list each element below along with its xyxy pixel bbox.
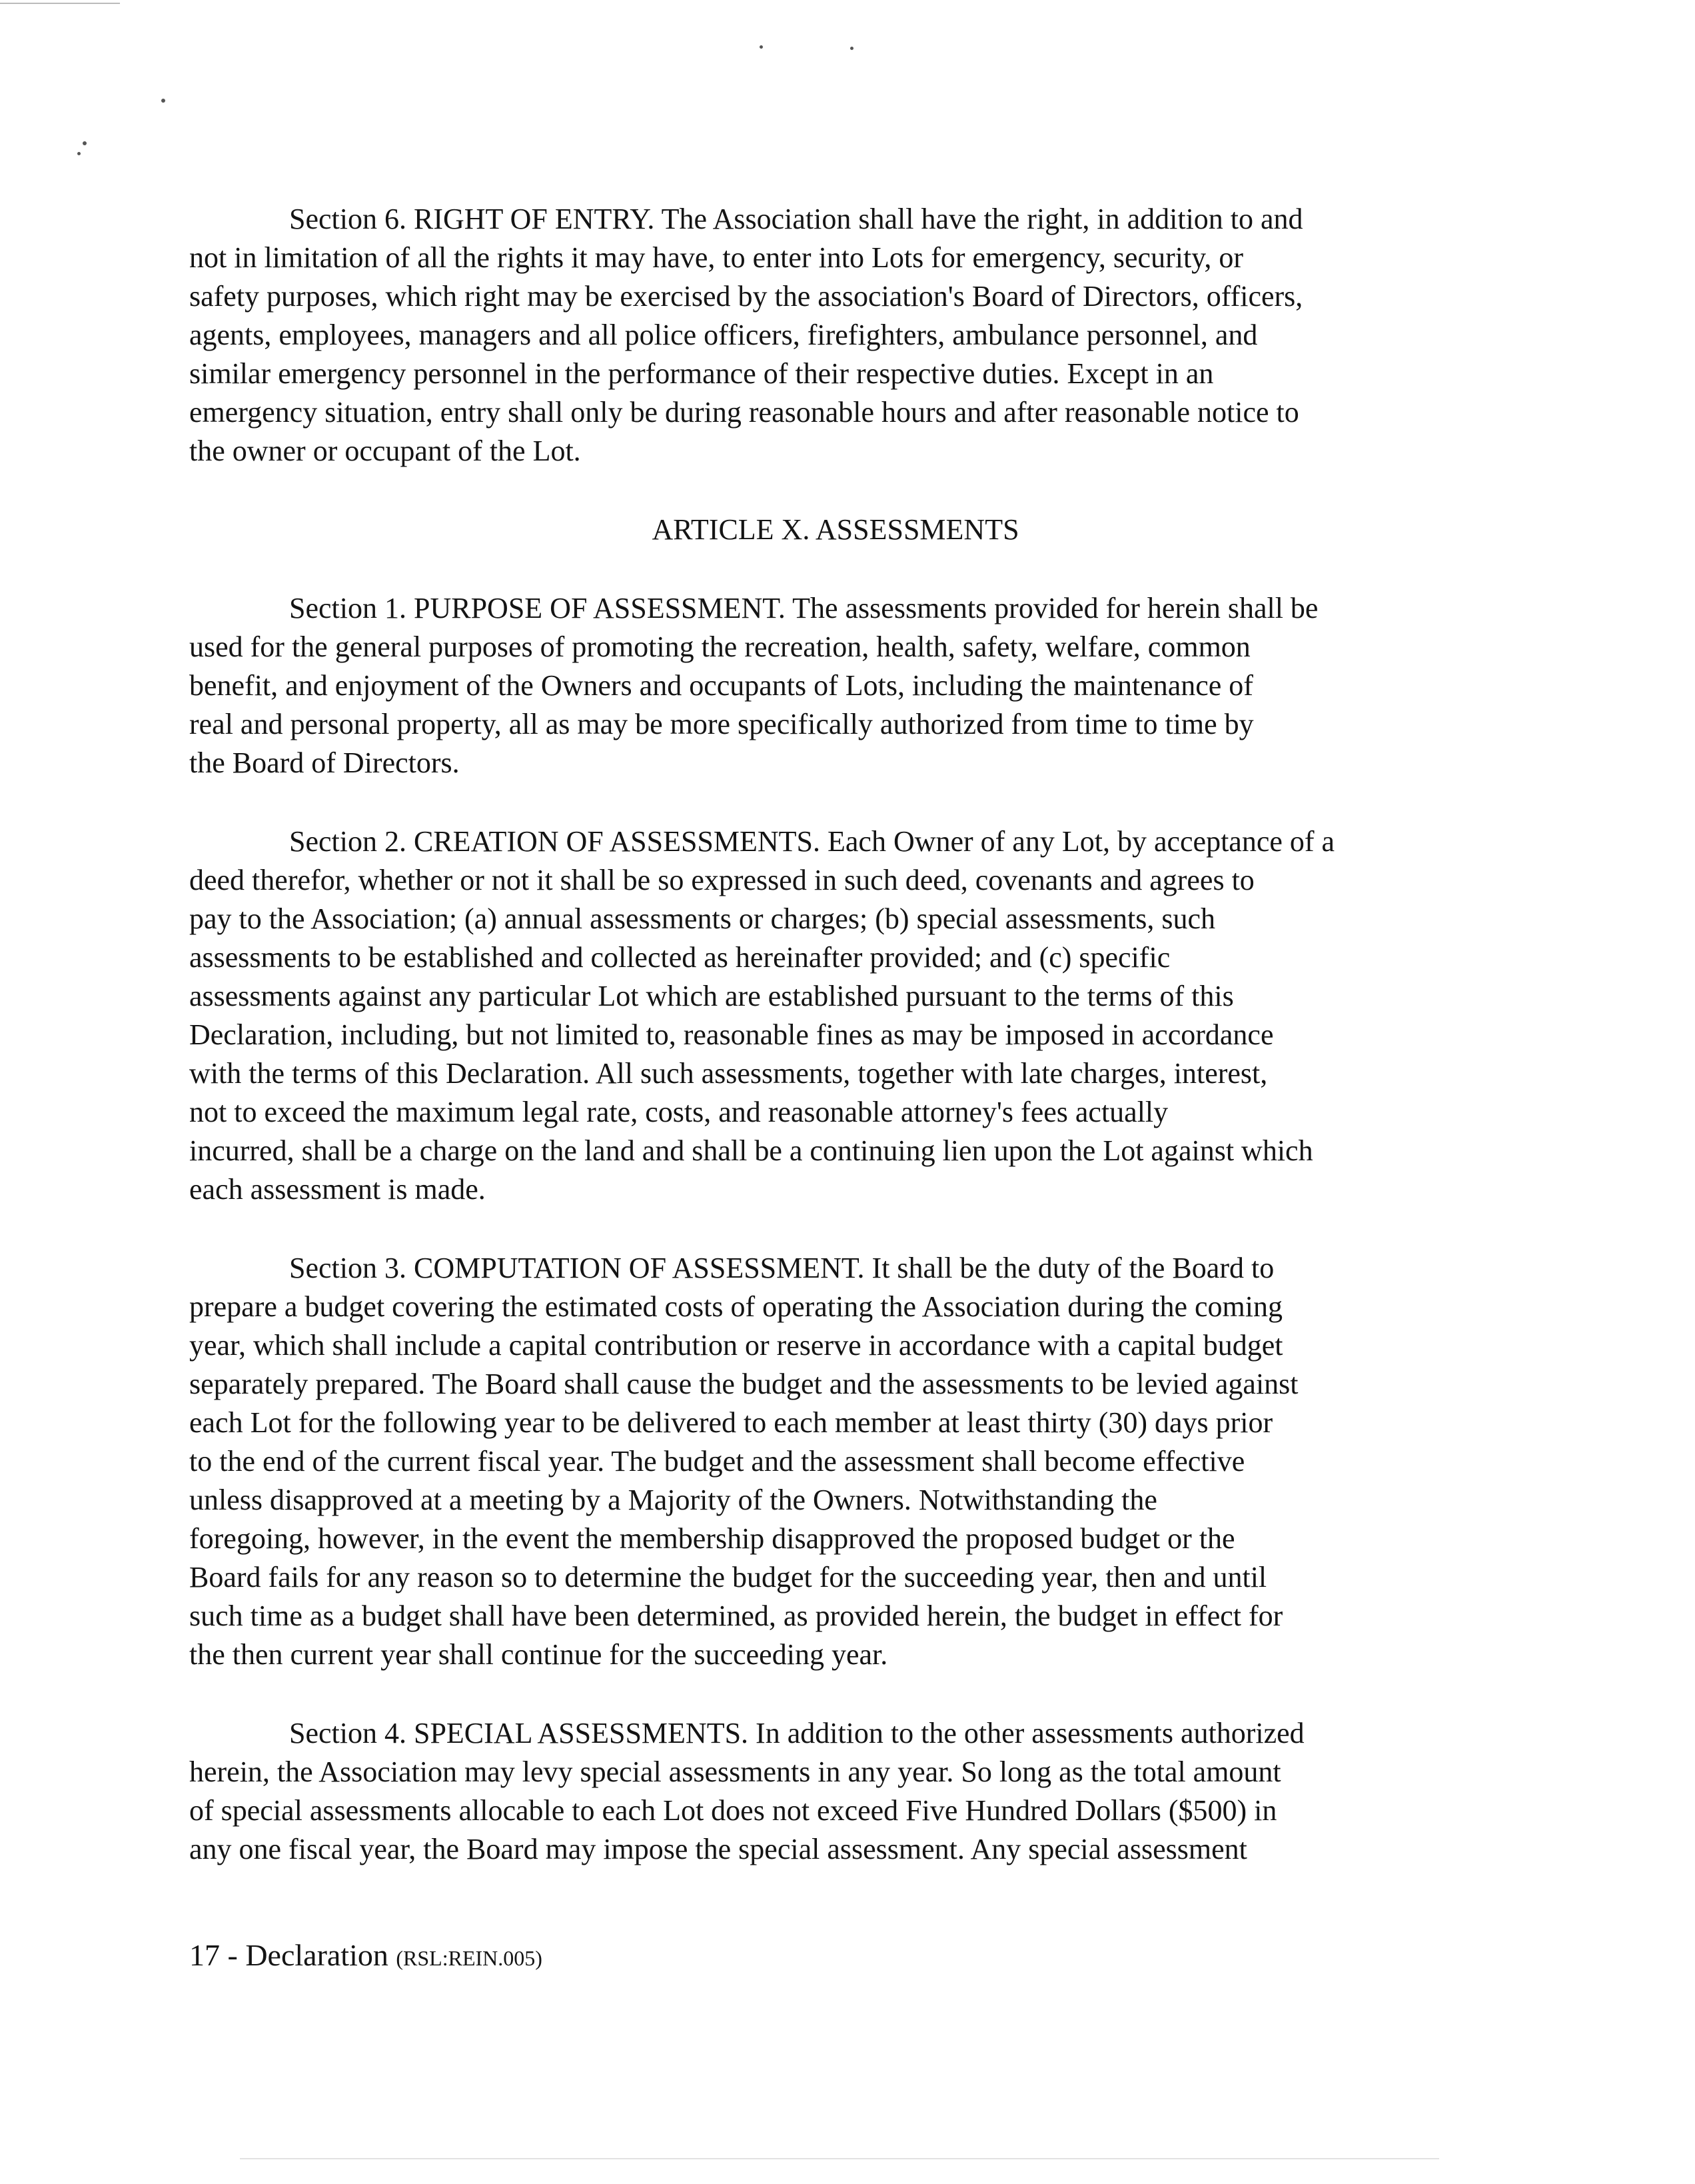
text-line: pay to the Association; (a) annual assessments or charges; (b) special assessments, such bbox=[189, 902, 1216, 935]
text-line: such time as a budget shall have been determined, as provided herein, the budget in effect for bbox=[189, 1600, 1283, 1632]
text-line: each assessment is made. bbox=[189, 1173, 486, 1206]
text-line: not to exceed the maximum legal rate, costs, and reasonable attorney's fees actually bbox=[189, 1096, 1169, 1128]
text-line: assessments against any particular Lot which are established pursuant to the terms of this bbox=[189, 980, 1234, 1012]
text-line: with the terms of this Declaration. All such assessments, together with late charges, interest, bbox=[189, 1057, 1268, 1090]
text-line: deed therefor, whether or not it shall be so expressed in such deed, covenants and agrees to bbox=[189, 864, 1255, 896]
text-line: incurred, shall be a charge on the land and shall be a continuing lien upon the Lot against which bbox=[189, 1134, 1313, 1167]
text-line: Declaration, including, but not limited to, reasonable fines as may be imposed in accordance bbox=[189, 1018, 1274, 1051]
text-line: unless disapproved at a meeting by a Majority of the Owners. Notwithstanding the bbox=[189, 1484, 1157, 1516]
text-line: assessments to be established and collected as hereinafter provided; and (c) specific bbox=[189, 941, 1171, 974]
footer-code: (RSL:REIN.005) bbox=[396, 1946, 542, 1970]
section-4-special bbox=[189, 1714, 1495, 1869]
text-line: real and personal property, all as may be more specifically authorized from time to time by bbox=[189, 708, 1254, 740]
text-line: herein, the Association may levy special assessments in any year. So long as the total amount bbox=[189, 1755, 1281, 1788]
section-6-right-of-entry bbox=[189, 200, 1495, 471]
text-line: agents, employees, managers and all police officers, firefighters, ambulance personnel, and bbox=[189, 319, 1258, 351]
section-1-purpose bbox=[189, 589, 1495, 782]
text-line: emergency situation, entry shall only be during reasonable hours and after reasonable notice to bbox=[189, 396, 1299, 429]
text-line: of special assessments allocable to each Lot does not exceed Five Hundred Dollars ($500) in bbox=[189, 1794, 1277, 1827]
text-line: to the end of the current fiscal year. The budget and the assessment shall become effective bbox=[189, 1445, 1245, 1478]
text-line: not in limitation of all the rights it may have, to enter into Lots for emergency, security, or bbox=[189, 241, 1243, 274]
text-line: foregoing, however, in the event the membership disapproved the proposed budget or the bbox=[189, 1522, 1235, 1555]
text-line: used for the general purposes of promoting the recreation, health, safety, welfare, common bbox=[189, 630, 1251, 663]
page-footer bbox=[189, 1936, 542, 1977]
text-line: Board fails for any reason so to determine the budget for the succeeding year, then and until bbox=[189, 1561, 1267, 1594]
scan-speck bbox=[77, 152, 81, 155]
text-line: the Board of Directors. bbox=[189, 746, 460, 779]
text-line: Section 4. SPECIAL ASSESSMENTS. In addition to the other assessments authorized bbox=[289, 1717, 1305, 1749]
text-line: benefit, and enjoyment of the Owners and occupants of Lots, including the maintenance of bbox=[189, 669, 1253, 702]
article-heading: ARTICLE X. ASSESSMENTS bbox=[652, 513, 1019, 546]
text-line: separately prepared. The Board shall cause the budget and the assessments to be levied against bbox=[189, 1368, 1299, 1400]
text-line: Section 1. PURPOSE OF ASSESSMENT. The assessments provided for herein shall be bbox=[289, 592, 1319, 624]
text-line: safety purposes, which right may be exercised by the association's Board of Directors, officers, bbox=[189, 280, 1303, 313]
text-line: the then current year shall continue for the succeeding year. bbox=[189, 1638, 888, 1671]
text-line: any one fiscal year, the Board may impose the special assessment. Any special assessment bbox=[189, 1833, 1247, 1865]
footer-label: 17 - Declaration bbox=[189, 1938, 388, 1972]
document-body bbox=[189, 200, 1495, 1909]
section-2-creation bbox=[189, 822, 1495, 1209]
text-line: the owner or occupant of the Lot. bbox=[189, 435, 581, 467]
text-line: Section 6. RIGHT OF ENTRY. The Association shall have the right, in addition to and bbox=[289, 203, 1303, 235]
text-line: year, which shall include a capital contribution or reserve in accordance with a capital budget bbox=[189, 1329, 1283, 1362]
text-line: Section 2. CREATION OF ASSESSMENTS. Each Owner of any Lot, by acceptance of a bbox=[289, 825, 1335, 858]
text-line: prepare a budget covering the estimated costs of operating the Association during the coming bbox=[189, 1290, 1283, 1323]
text-line: each Lot for the following year to be delivered to each member at least thirty (30) days prior bbox=[189, 1406, 1273, 1439]
text-line: Section 3. COMPUTATION OF ASSESSMENT. It shall be the duty of the Board to bbox=[289, 1252, 1275, 1284]
scan-speck bbox=[83, 141, 87, 145]
scan-artifact-top bbox=[0, 3, 120, 4]
scan-speck bbox=[161, 99, 165, 103]
text-line: similar emergency personnel in the performance of their respective duties. Except in an bbox=[189, 357, 1214, 390]
scan-speck bbox=[760, 45, 763, 49]
scan-speck bbox=[850, 47, 853, 50]
section-3-computation bbox=[189, 1249, 1495, 1674]
scan-artifact-bottom bbox=[240, 2158, 1439, 2159]
